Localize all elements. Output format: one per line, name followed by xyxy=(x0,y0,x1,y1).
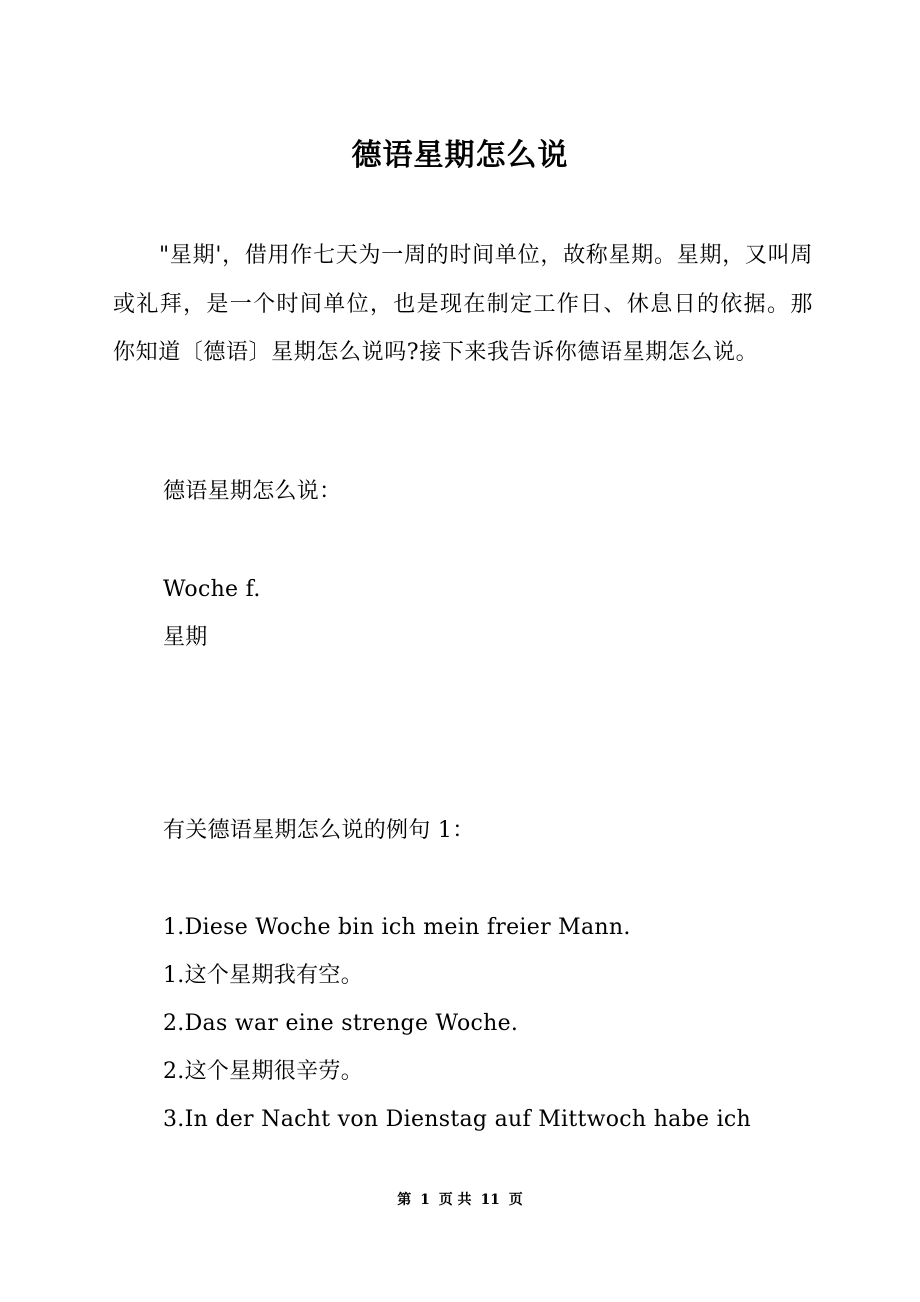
example-line: 2.Das war eine strenge Woche. xyxy=(163,1011,519,1036)
footer-middle: 页 共 xyxy=(438,1192,472,1208)
page-footer xyxy=(0,1190,920,1210)
german-word: Woche f. xyxy=(163,577,261,602)
section-heading: 德语星期怎么说： xyxy=(163,479,342,504)
document-title: 德语星期怎么说 xyxy=(351,138,569,173)
word-meaning: 星期 xyxy=(163,625,208,650)
footer-page-number: 1 xyxy=(420,1192,430,1208)
footer-suffix: 页 xyxy=(508,1192,523,1208)
example-line: 1.这个星期我有空。 xyxy=(163,963,363,988)
example-line: 2.这个星期很辛劳。 xyxy=(163,1059,363,1084)
footer-prefix: 第 xyxy=(397,1192,412,1208)
intro-paragraph: "星期'，借用作七天为一周的时间单位，故称星期。星期，又叫周或礼拜，是一个时间单位，也是现在制定工作日、休息日的依据。那你知道〔德语〕星期怎么说吗?接下来我告诉你德语星期怎么说。 xyxy=(113,243,813,365)
example-line: 3.In der Nacht von Dienstag auf Mittwoch habe ich xyxy=(163,1107,751,1132)
footer-total-pages: 11 xyxy=(480,1192,500,1208)
examples-heading: 有关德语星期怎么说的例句 1： xyxy=(163,818,475,843)
example-line: 1.Diese Woche bin ich mein freier Mann. xyxy=(163,915,631,940)
